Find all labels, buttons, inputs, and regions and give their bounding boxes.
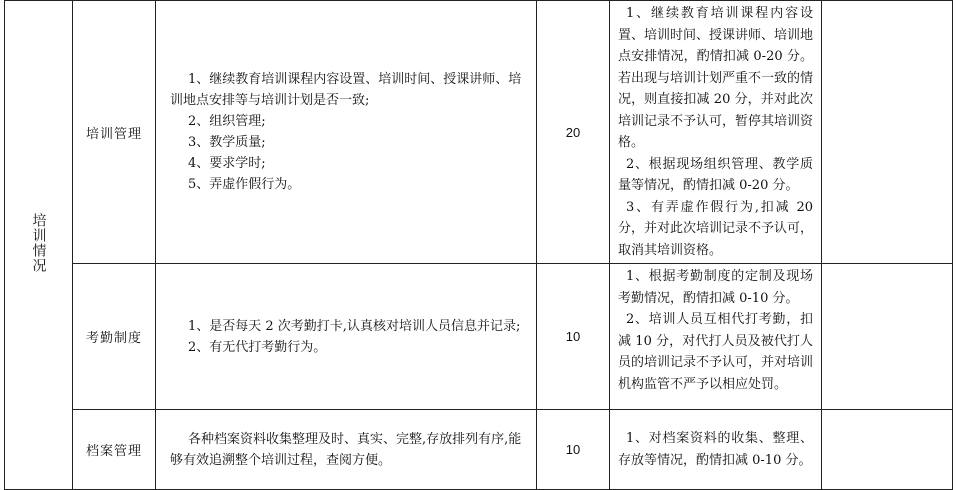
deduction-line: 3、有弄虚作假行为,扣减 20 分，并对此次培训记录不予认可，取消其培训资格。 [618,199,814,258]
content-line: 2、组织管理; [188,114,266,129]
score-value: 10 [565,329,581,344]
content-line: 2、有无代打考勤行为。 [188,339,327,355]
content-cell [156,1,537,264]
category-cell [5,1,73,490]
deduction-line: 2、根据现场组织管理、教学质量等情况，酌情扣减 0-20 分。 [618,156,813,193]
score-cell [537,1,610,264]
deduction-cell [610,264,822,410]
table-row [5,264,953,410]
empty-cell [822,410,953,490]
score-value: 20 [565,124,581,140]
item-cell-attendance [73,264,156,410]
deduction-line: 1、根据考勤制度的定制及现场考勤情况，酌情扣减 0-10 分。 [618,269,813,306]
content-line: 5、弄虚作假行为。 [188,177,301,192]
item-label: 考勤制度 [85,331,142,346]
deduction-line: 1、对档案资料的收集、整理、存放等情况，酌情扣减 0-10 分。 [618,431,813,468]
content-line: 4、要求学时; [188,156,266,171]
training-evaluation-table [4,0,953,490]
score-cell [537,410,610,490]
evaluation-table-sheet [4,0,952,487]
item-label: 培训管理 [85,126,142,142]
item-cell-training-management [73,1,156,264]
deduction-line: 1、继续教育培训课程内容设置、培训时间、授课讲师、培训地点安排情况，酌情扣减 0-20 分。若出现与培训计划严重不一致的情况，则直接扣减 20 分，并对此次培训记录不予认可，暂停其培训资格。 [618,6,814,150]
score-cell [537,264,610,410]
empty-cell [822,264,953,410]
empty-cell [822,1,953,264]
deduction-cell [610,410,822,490]
category-label: 培训情况 [30,213,47,273]
table-row [5,1,953,264]
content-cell [156,410,537,490]
table-row [5,410,953,490]
content-cell [156,264,537,410]
content-line: 3、教学质量; [188,135,266,150]
content-line: 1、继续教育培训课程内容设置、培训时间、授课讲师、培训地点安排等与培训计划是否一致; [170,72,522,108]
content-line: 各种档案资料收集整理及时、真实、完整,存放排列有序,能够有效追溯整个培训过程，查阅方便。 [170,431,522,468]
item-cell-archives [73,410,156,490]
content-line: 1、是否每天 2 次考勤打卡,认真核对培训人员信息并记录; [188,318,521,334]
score-value: 10 [565,442,581,457]
item-label: 档案管理 [85,444,142,459]
deduction-cell [610,1,822,264]
deduction-line: 2、培训人员互相代打考勤，扣减 10 分，对代打人员及被代打人员的培训记录不予认可，并对培训机构监管不严予以相应处罚。 [618,312,814,392]
